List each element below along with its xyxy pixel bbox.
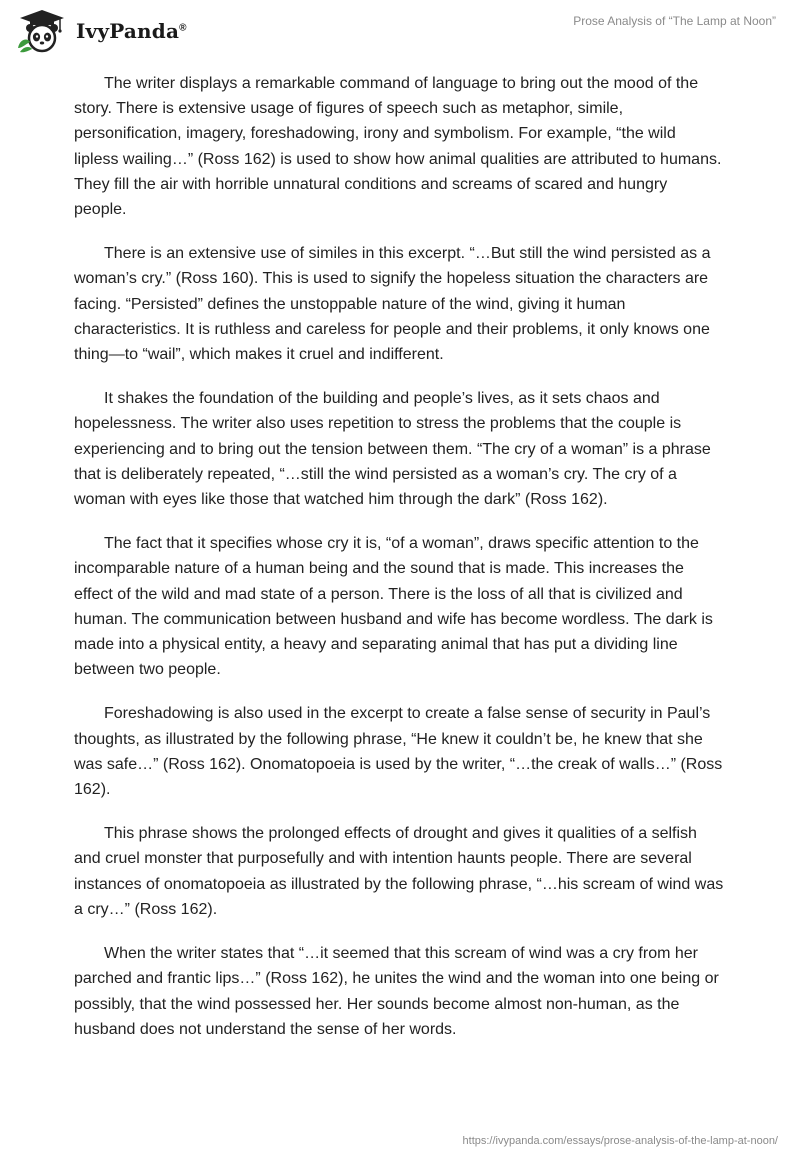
paragraph: Foreshadowing is also used in the excerpt to create a false sense of security in Paul’s thoughts, as illustrated by the following phrase, “He knew it couldn’t be, he knew that she was safe…” (Ross 162). Onomatopoeia is used by the writer, “…the creak of walls…” (Ross 162).: [74, 705, 723, 799]
registered-mark: ®: [179, 22, 187, 34]
ivypanda-logo[interactable]: [16, 8, 187, 54]
paragraph: The fact that it specifies whose cry it is, “of a woman”, draws specific attention to the incomparable nature of a human being and the sound that is made. This increases the effect of the wild and mad state of a person. There is the loss of all that is civilized and human. The communication between husband and wife has become wordless. The dark is made into a physical entity, a heavy and separating animal that has put a dividing line between two people.: [74, 535, 713, 679]
paragraph: When the writer states that “…it seemed that this scream of wind was a cry from her parched and frantic lips…” (Ross 162), he unites the wind and the woman into one being or possibly, that the wind possessed her. Her sounds become almost non-human, as the husband does not understand the sense of her words.: [74, 945, 719, 1038]
page-header: [0, 0, 800, 64]
source-url[interactable]: https://ivypanda.com/essays/prose-analysis-of-the-lamp-at-noon/: [462, 1135, 778, 1147]
paragraph: The writer displays a remarkable command of language to bring out the mood of the story. There is extensive usage of figures of speech such as metaphor, simile, personification, imagery, foreshadowing, irony and symbolism. For example, “the wild lipless wailing…” (Ross 162) is used to show how animal qualities are attributed to humans. They fill the air with horrible unnatural conditions and screams of scared and hungry people.: [74, 75, 722, 219]
panda-graduate-icon: [16, 8, 68, 54]
brand-name: [76, 19, 187, 43]
essay-body: [74, 71, 724, 1061]
paragraph: It shakes the foundation of the building and people’s lives, as it sets chaos and hopelessness. The writer also uses repetition to stress the problems that the couple is experiencing and to bring out the tension between them. “The cry of a woman” is a phrase that is deliberately repeated, “…still the wind persisted as a woman’s cry. The cry of a woman with eyes like those that watched him through the dark” (Ross 162).: [74, 390, 711, 509]
paragraph: There is an extensive use of similes in this excerpt. “…But still the wind persisted as a woman’s cry.” (Ross 160). This is used to signify the hopeless situation the characters are facing. “Persisted” defines the unstoppable nature of the wind, giving it human characteristics. It is ruthless and careless for people and their problems, it only knows one thing—to “wail”, which makes it cruel and indifferent.: [74, 245, 711, 364]
paragraph: This phrase shows the prolonged effects of drought and gives it qualities of a selfish and cruel monster that purposefully and with intention haunts people. There are several instances of onomatopoeia as illustrated by the following phrase, “…his scream of wind was a cry…” (Ross 162).: [74, 825, 724, 918]
brand-name-text: IvyPanda: [76, 19, 180, 43]
document-title: Prose Analysis of “The Lamp at Noon”: [573, 14, 776, 28]
